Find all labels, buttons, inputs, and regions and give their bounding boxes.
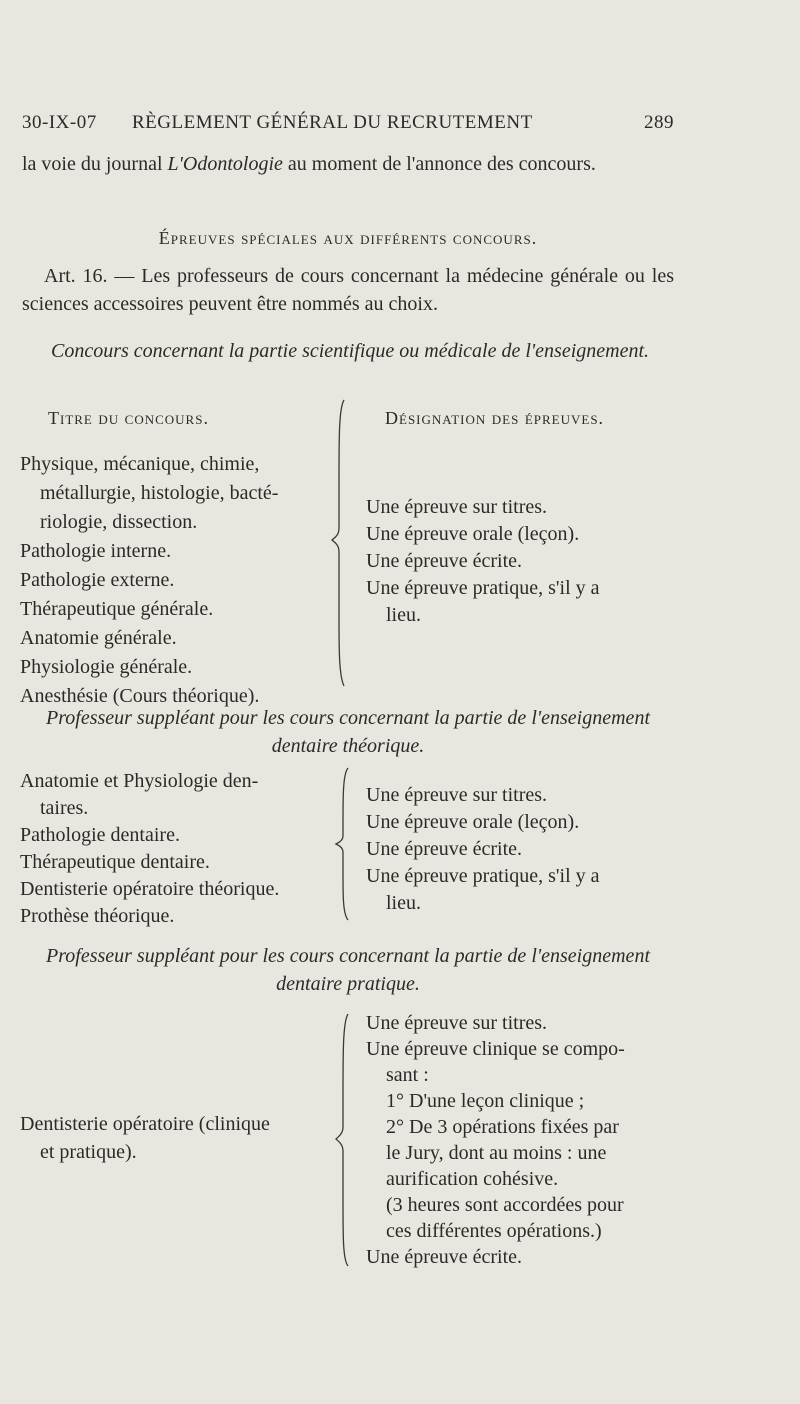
col-left-header: Titre du concours. xyxy=(48,408,209,428)
list-item: Prothèse théorique. xyxy=(20,905,175,927)
list-item: métallurgie, histologie, bacté- xyxy=(40,482,279,504)
part1-right-list xyxy=(366,494,600,629)
part1-left-list xyxy=(20,450,278,711)
list-item: lieu. xyxy=(386,892,421,914)
list-item: Une épreuve sur titres. xyxy=(366,1012,548,1034)
list-item: le Jury, dont au moins : une xyxy=(386,1142,607,1164)
list-item: Anesthésie (Cours théorique). xyxy=(20,685,260,707)
part2-right-list xyxy=(366,782,600,917)
list-item: Pathologie externe. xyxy=(20,569,175,591)
list-item: Une épreuve orale (leçon). xyxy=(366,523,580,545)
page-number: 289 xyxy=(644,112,674,133)
part2-subtitle: Professeur suppléant pour les cours concernant la partie de l'enseignement dentaire théorique. xyxy=(46,707,650,757)
list-item: Une épreuve pratique, s'il y a xyxy=(366,865,600,887)
header-title: RÈGLEMENT GÉNÉRAL DU RECRUTEMENT xyxy=(132,112,533,133)
list-item: Physiologie générale. xyxy=(20,656,193,678)
list-item: Une épreuve pratique, s'il y a xyxy=(366,577,600,599)
journal-name: L'Odontologie xyxy=(167,153,283,175)
list-item: lieu. xyxy=(386,604,421,626)
list-item: Thérapeutique générale. xyxy=(20,598,214,620)
intro-before: la voie du journal xyxy=(22,153,168,175)
list-item: 2° De 3 opérations fixées par xyxy=(386,1116,619,1138)
list-item: taires. xyxy=(40,797,89,819)
header-date: 30-IX-07 xyxy=(22,112,97,133)
list-item: Physique, mécanique, chimie, xyxy=(20,453,260,475)
list-item: (3 heures sont accordées pour xyxy=(386,1194,624,1216)
brace-part2 xyxy=(334,766,358,922)
intro-paragraph xyxy=(22,150,674,178)
list-item: Pathologie interne. xyxy=(20,540,172,562)
list-item: Une épreuve écrite. xyxy=(366,1246,523,1268)
list-item: Une épreuve sur titres. xyxy=(366,496,548,518)
part3-subtitle: Professeur suppléant pour les cours concernant la partie de l'enseignement dentaire pratique. xyxy=(46,945,650,995)
list-item: Une épreuve orale (leçon). xyxy=(366,811,580,833)
list-item: et pratique). xyxy=(40,1141,137,1163)
article-16: Art. 16. — Les professeurs de cours concernant la médecine générale ou les sciences accessoires peuvent être nommés au choix. xyxy=(22,265,674,315)
part1-subtitle: Concours concernant la partie scientifique ou médicale de l'enseignement. xyxy=(50,340,650,362)
list-item: Une épreuve écrite. xyxy=(366,550,523,572)
list-item: Pathologie dentaire. xyxy=(20,824,180,846)
part3-right-list xyxy=(366,1010,625,1270)
part2-left-list xyxy=(20,768,279,930)
brace-part1 xyxy=(330,398,354,688)
list-item: riologie, dissection. xyxy=(40,511,198,533)
list-item: aurification cohésive. xyxy=(386,1168,559,1190)
brace-part3 xyxy=(334,1012,358,1268)
list-item: Dentisterie opératoire théorique. xyxy=(20,878,280,900)
list-item: 1° D'une leçon clinique ; xyxy=(386,1090,585,1112)
list-item: Une épreuve écrite. xyxy=(366,838,523,860)
list-item: ces différentes opérations.) xyxy=(386,1220,602,1242)
list-item: sant : xyxy=(386,1064,429,1086)
list-item: Une épreuve sur titres. xyxy=(366,784,548,806)
list-item: Une épreuve clinique se compo- xyxy=(366,1038,625,1060)
section-heading: Épreuves spéciales aux différents concours. xyxy=(158,228,538,248)
intro-after: au moment de l'annonce des concours. xyxy=(282,153,596,175)
list-item: Anatomie et Physiologie den- xyxy=(20,770,259,792)
col-right-header: Désignation des épreuves. xyxy=(385,408,605,428)
part3-left-list xyxy=(20,1110,270,1166)
list-item: Thérapeutique dentaire. xyxy=(20,851,210,873)
list-item: Anatomie générale. xyxy=(20,627,177,649)
list-item: Dentisterie opératoire (clinique xyxy=(20,1113,270,1135)
